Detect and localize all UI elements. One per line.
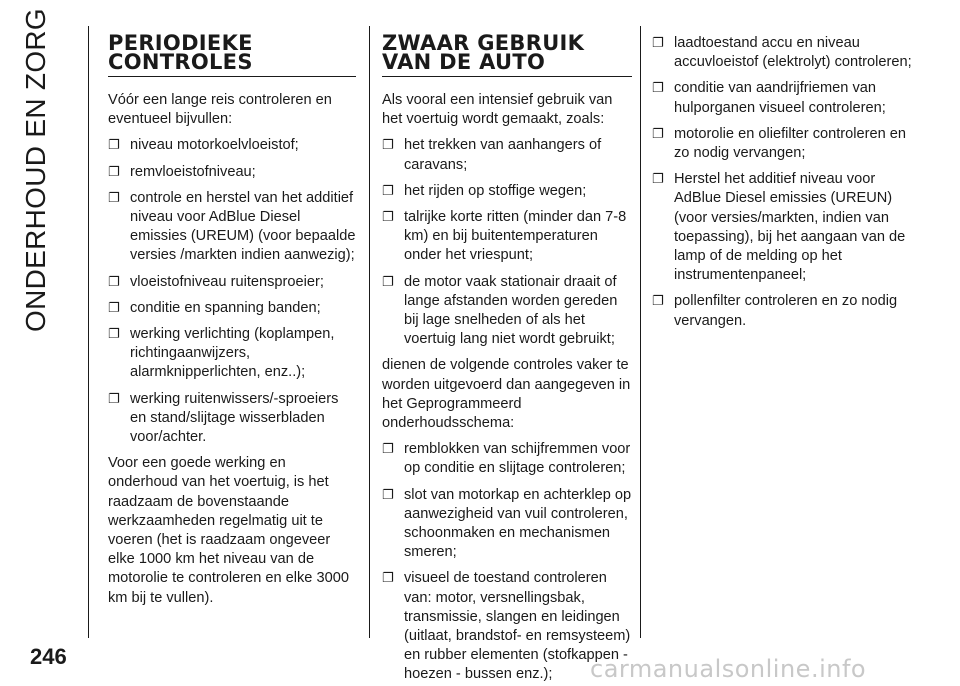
list-item: ❐ Herstel het additief niveau voor AdBlue Diesel emissies (UREUN) (voor versies/markten, indien van toepassing), bij het aangaan van de lamp of de melding op het instrumentenpaneel; (652, 170, 914, 285)
list-item: ❐ conditie van aandrijfriemen van hulporganen visueel controleren; (652, 79, 914, 117)
column-divider-1 (369, 26, 370, 638)
section-heading-periodic: PERIODIEKE CONTROLES (108, 34, 356, 77)
side-divider (88, 26, 89, 638)
section-heading-heavy-use: ZWAAR GEBRUIK VAN DE AUTO (382, 34, 632, 77)
column-periodic-checks (108, 31, 356, 615)
checklist-heavy-use (382, 440, 632, 684)
list-item: ❐ talrijke korte ritten (minder dan 7-8 km) en bij buitentemperaturen onder het vriespunt; (382, 208, 632, 266)
list-item: ❐ de motor vaak stationair draait of lange afstanden worden gereden bij lage snelheden of als het voertuig lang niet wordt gebruikt; (382, 273, 632, 350)
chapter-side-title (10, 8, 62, 332)
checklist-conditions (382, 136, 632, 349)
chapter-title-text: ONDERHOUD EN ZORG (20, 8, 51, 332)
list-item: ❐ pollenfilter controleren en zo nodig vervangen. (652, 292, 914, 330)
list-item: ❐ werking verlichting (koplampen, richtingaanwijzers, alarmknipperlichten, enz..); (108, 325, 356, 383)
intro-paragraph: Vóór een lange reis controleren en eventueel bijvullen: (108, 92, 332, 128)
column-divider-2 (640, 26, 641, 638)
list-item: ❐ vloeistofniveau ruitensproeier; (108, 273, 356, 292)
list-item: ❐ remvloeistofniveau; (108, 163, 356, 182)
watermark: carmanualsonline.info (590, 655, 867, 683)
page-number: 246 (30, 644, 67, 669)
outro-paragraph: Voor een goede werking en onderhoud van het voertuig, is het raadzaam de bovenstaande werkzaamheden regelmatig uit te voeren (het is raadzaam ongeveer elke 1000 km het niveau van de motorolie te controleren en elke 3000 km bij te vullen). (108, 455, 349, 606)
intro-paragraph: Als vooral een intensief gebruik van het voertuig wordt gemaakt, zoals: (382, 92, 613, 128)
list-item: ❐ het rijden op stoffige wegen; (382, 182, 632, 201)
list-item: ❐ het trekken van aanhangers of caravans; (382, 136, 632, 174)
middle-paragraph: dienen de volgende controles vaker te worden uitgevoerd dan aangegeven in het Geprogrammeerd onderhoudsschema: (382, 357, 631, 432)
list-item: ❐ visueel de toestand controleren van: motor, versnellingsbak, transmissie, slangen en leidingen (uitlaat, brandstof- en remsysteem) en rubber elementen (stofkappen - hoezen - bussen enz.); (382, 569, 632, 684)
list-item: ❐ remblokken van schijfremmen voor op conditie en slijtage controleren; (382, 440, 632, 478)
list-item: ❐ slot van motorkap en achterklep op aanwezigheid van vuil controleren, schoonmaken en mechanismen smeren; (382, 486, 632, 563)
checklist-heavy-use-continued (652, 34, 914, 331)
list-item: ❐ werking ruitenwissers/-sproeiers en stand/slijtage wisserbladen voor/achter. (108, 390, 356, 448)
list-item: ❐ motorolie en oliefilter controleren en zo nodig vervangen; (652, 125, 914, 163)
list-item: ❐ conditie en spanning banden; (108, 299, 356, 318)
list-item: ❐ laadtoestand accu en niveau accuvloeistof (elektrolyt) controleren; (652, 34, 914, 72)
column-heavy-use-continued (652, 34, 914, 338)
list-item: ❐ niveau motorkoelvloeistof; (108, 136, 356, 155)
checklist-periodic (108, 136, 356, 447)
list-item: ❐ controle en herstel van het additief niveau voor AdBlue Diesel emissies (UREUM) (voor bepaalde versies /markten indien aanwezig); (108, 189, 356, 266)
column-heavy-use (382, 31, 632, 686)
